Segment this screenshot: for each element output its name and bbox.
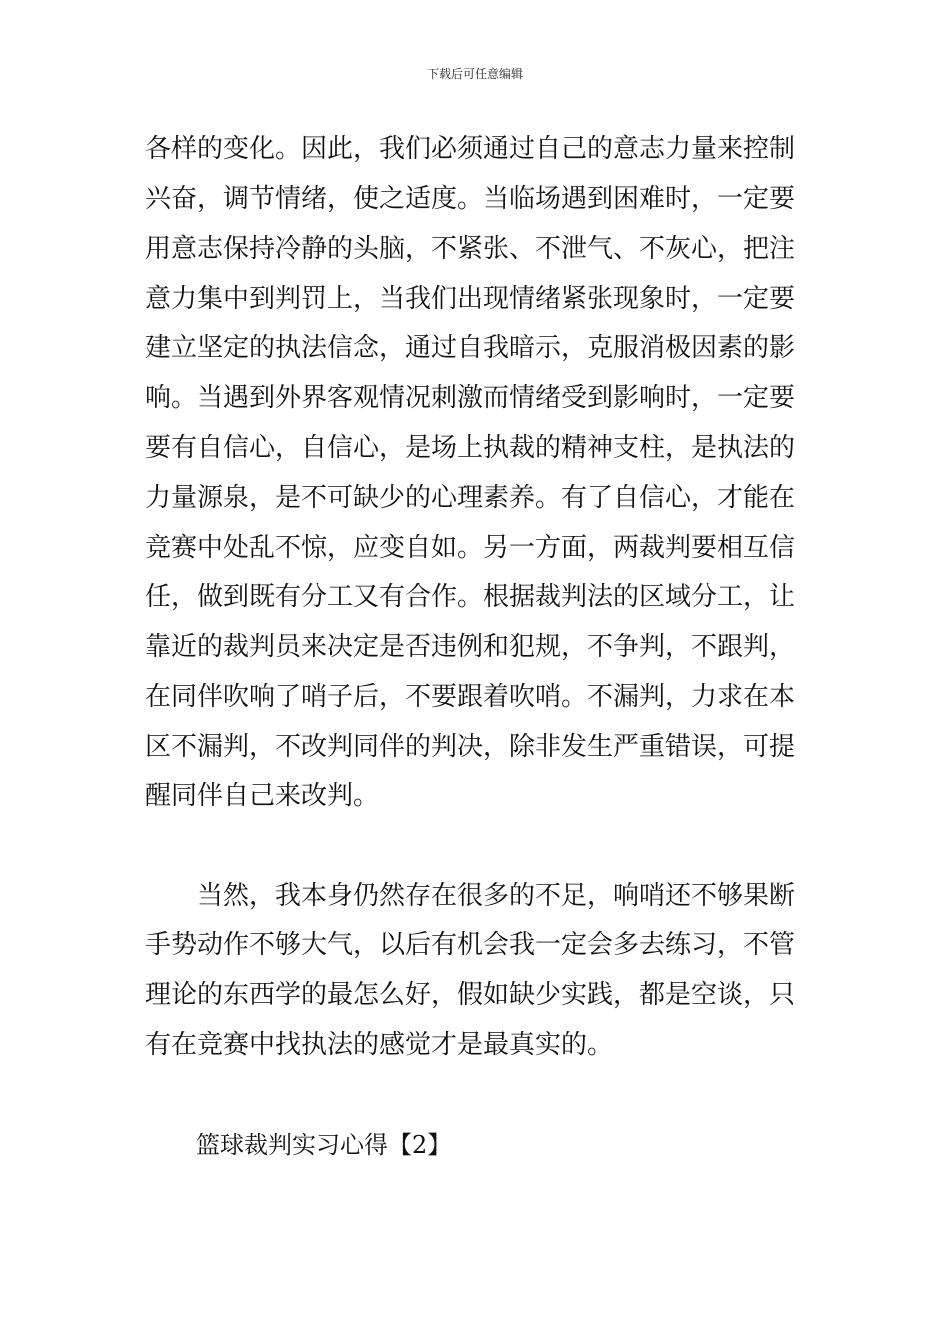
paragraph-1-line: 响。当遇到外界客观情况刺激而情绪受到影响时，一定要: [145, 383, 796, 413]
paragraph-2-line: 当然，我本身仍然存在很多的不足，响哨还不够果断: [197, 881, 796, 911]
paragraph-2-line: 有在竞赛中找执法的感觉才是最真实的。: [145, 1030, 614, 1060]
paragraph-1-line: 兴奋，调节情绪，使之适度。当临场遇到困难时，一定要: [145, 184, 796, 214]
paragraph-2-line: 理论的东西学的最怎么好，假如缺少实践，都是空谈，只: [145, 980, 796, 1010]
paragraph-1-line: 意力集中到判罚上，当我们出现情绪紧张现象时，一定要: [145, 284, 796, 314]
paragraph-1-line: 区不漏判，不改判同伴的判决，除非发生严重错误，可提: [145, 732, 796, 762]
section-heading: 篮球裁判实习心得【2】: [196, 1131, 452, 1159]
paragraph-1-line: 任，做到既有分工又有合作。根据裁判法的区域分工，让: [145, 582, 796, 612]
paragraph-1-line: 在同伴吹响了哨子后，不要跟着吹哨。不漏判，力求在本: [145, 682, 796, 712]
paragraph-1-line: 靠近的裁判员来决定是否违例和犯规，不争判，不跟判，: [145, 632, 796, 662]
paragraph-1-line: 要有自信心，自信心，是场上执裁的精神支柱，是执法的: [145, 433, 796, 463]
paragraph-1-line: 用意志保持冷静的头脑，不紧张、不泄气、不灰心，把注: [145, 234, 796, 264]
paragraph-1-line: 建立坚定的执法信念，通过自我暗示，克服消极因素的影: [145, 333, 796, 363]
paragraph-1-line: 竞赛中处乱不惊，应变自如。另一方面，两裁判要相互信: [145, 533, 796, 563]
paragraph-1-line: 醒同伴自己来改判。: [145, 781, 380, 811]
paragraph-2-line: 手势动作不够大气，以后有机会我一定会多去练习，不管: [145, 930, 796, 960]
paragraph-1-line: 力量源泉，是不可缺少的心理素养。有了自信心，才能在: [145, 483, 796, 513]
page-header: 下载后可任意编辑: [426, 67, 523, 81]
paragraph-1-line: 各样的变化。因此，我们必须通过自己的意志力量来控制: [145, 134, 796, 164]
